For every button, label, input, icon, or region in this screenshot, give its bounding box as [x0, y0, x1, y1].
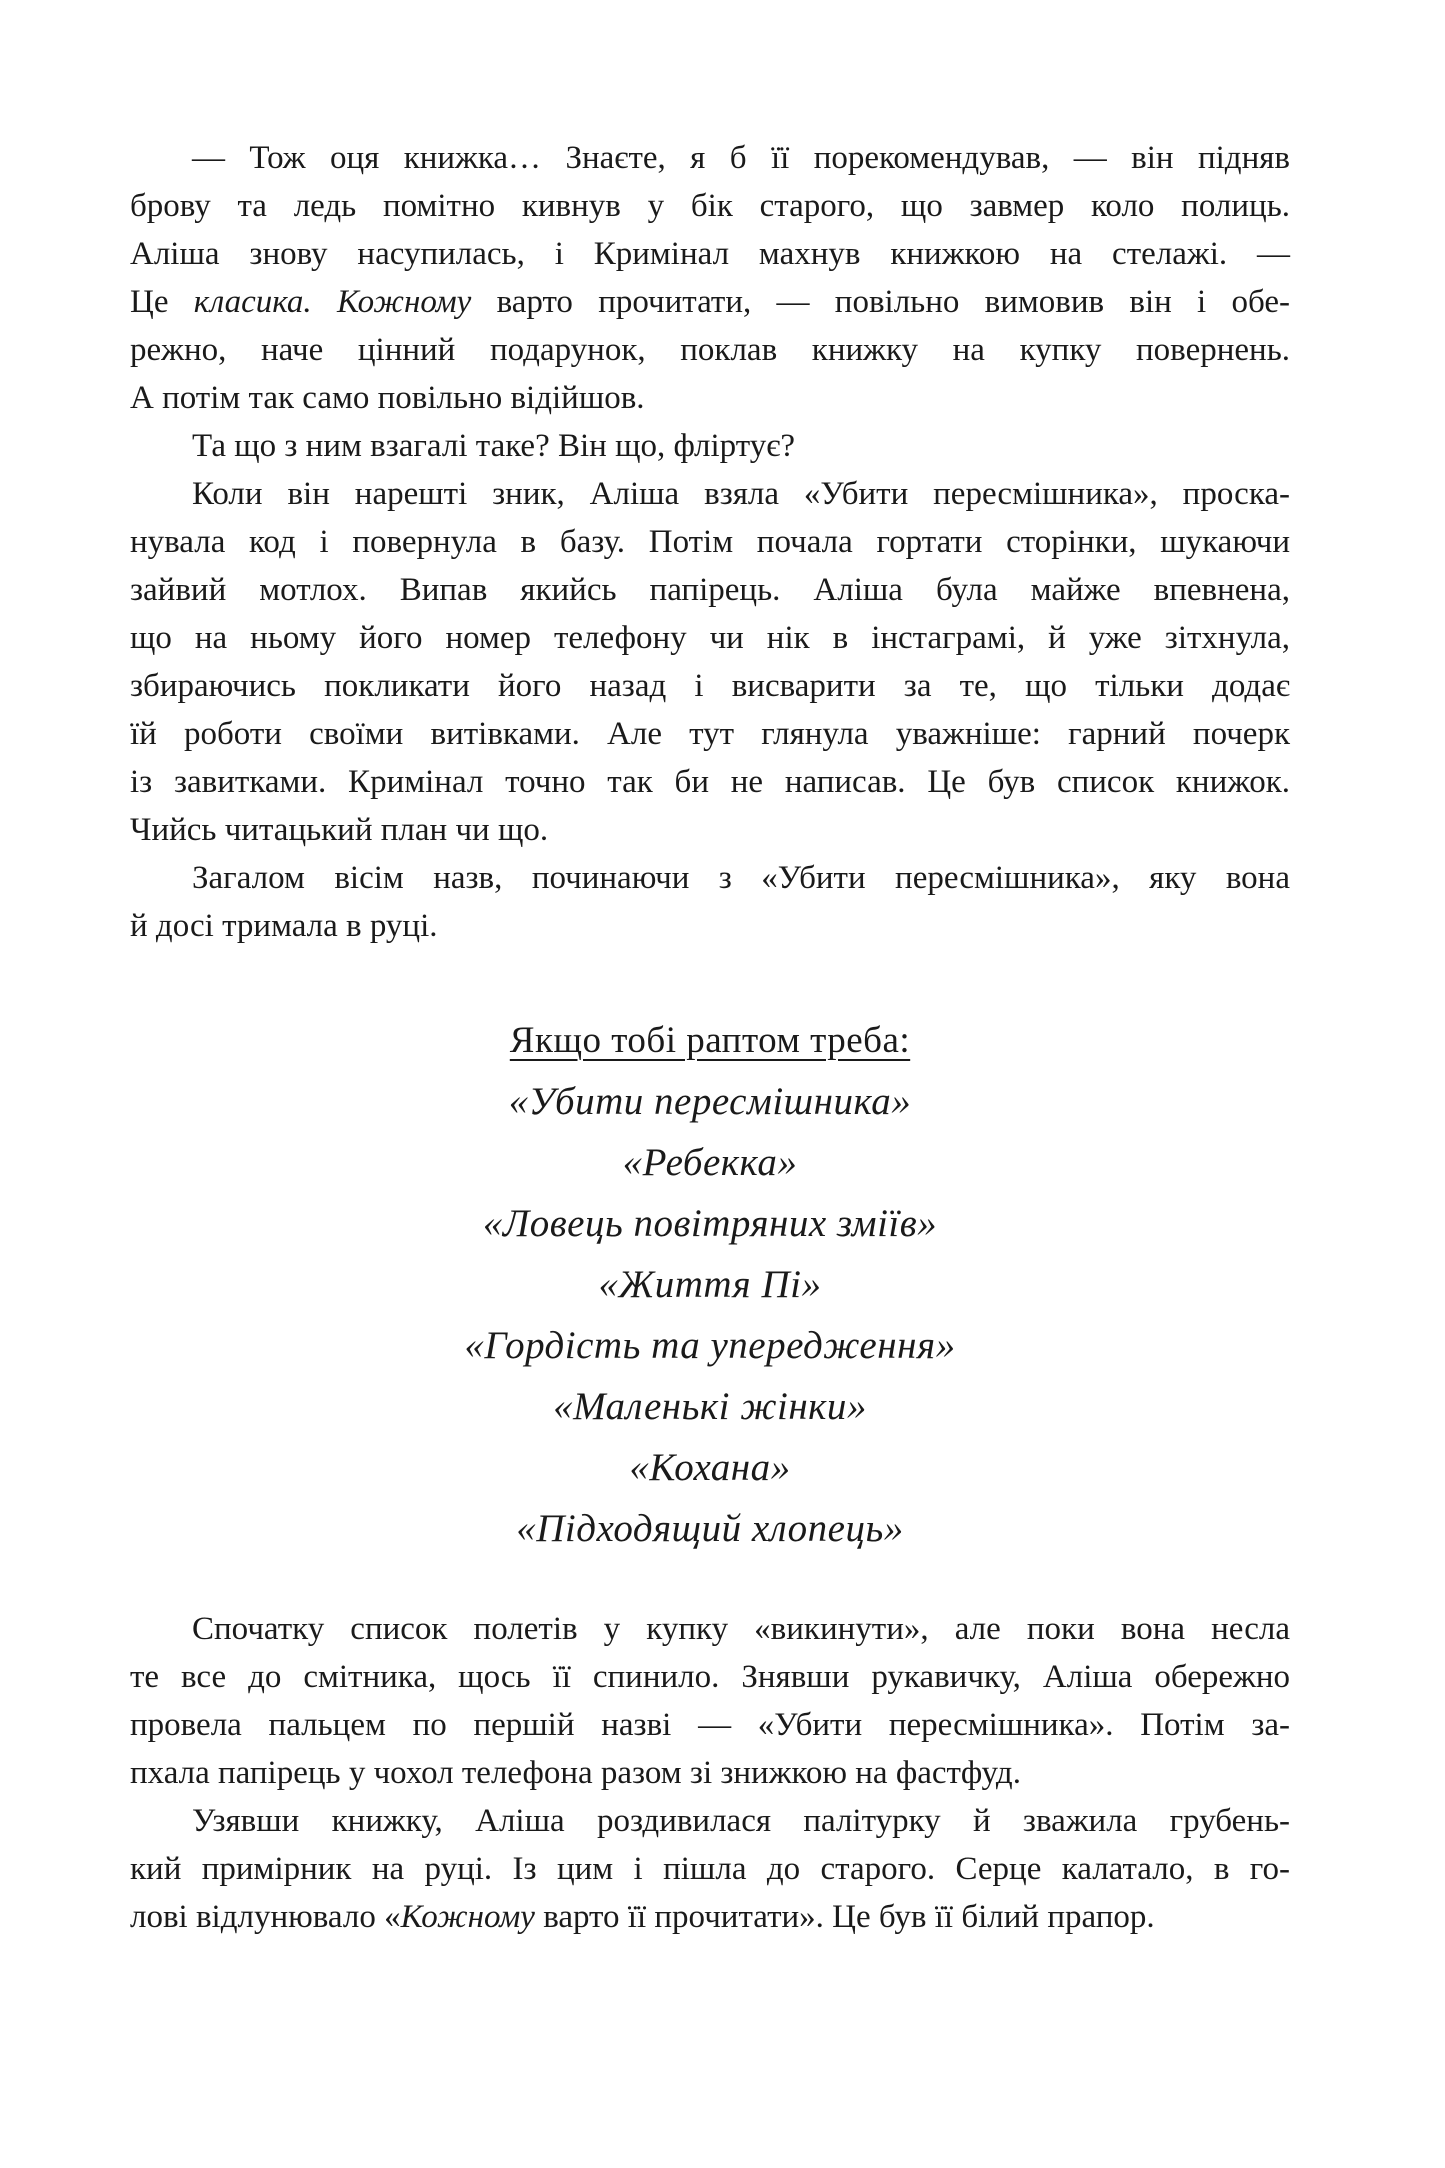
text-line	[130, 1653, 1290, 1701]
reading-list-item: «Маленькі жінки»	[553, 1385, 867, 1428]
reading-list-item: «Ловець повітряних зміїв»	[482, 1202, 938, 1245]
text-segment: варто прочитати, — повільно вимовив він і обе-	[471, 284, 1290, 320]
reading-list-item: «Убити пересмішника»	[508, 1080, 912, 1123]
text-line	[130, 566, 1290, 614]
text-segment: Узявши книжку, Аліша роздивилася палітурку й зважила грубень-	[192, 1803, 1290, 1839]
text-segment: те все до смітника, щось її спинило. Знявши рукавичку, Аліша обережно	[130, 1659, 1290, 1695]
text-line	[130, 758, 1290, 806]
reading-list-item: «Кохана»	[629, 1446, 791, 1489]
text-segment: пхала папірець у чохол телефона разом зі знижкою на фастфуд.	[130, 1755, 1021, 1791]
page-text	[130, 134, 1290, 1941]
reading-list-item: «Гордість та упередження»	[464, 1324, 956, 1367]
text-segment: що на ньому його номер телефону чи нік в інстаграмі, й уже зітхнула,	[130, 620, 1290, 656]
text-line	[130, 1749, 1290, 1797]
text-segment: варто її прочитати». Це був її білий прапор.	[534, 1899, 1155, 1935]
text-segment: їй роботи своїми витівками. Але тут глянула уважніше: гарний почерк	[130, 716, 1290, 752]
text-line	[130, 902, 1290, 950]
reading-list-heading	[130, 1010, 1290, 1071]
text-segment: Чийсь читацький план чи що.	[130, 812, 549, 848]
reading-list-item: «Ребекка»	[622, 1141, 798, 1184]
text-segment: із завитками. Кримінал точно так би не написав. Це був список книжок.	[130, 764, 1290, 800]
text-line	[130, 1797, 1290, 1845]
text-line	[130, 1893, 1290, 1941]
paragraph	[130, 1797, 1290, 1941]
text-line	[130, 662, 1290, 710]
reading-list-item: «Підходящий хлопець»	[516, 1507, 904, 1550]
text-segment: кий примірник на руці. Із цим і пішла до старого. Серце калатало, в го-	[130, 1851, 1290, 1887]
text-segment: й досі тримала в руці.	[130, 908, 438, 944]
text-line	[130, 134, 1290, 182]
text-line	[130, 614, 1290, 662]
text-segment: провела пальцем по першій назві — «Убити пересмішника». Потім за-	[130, 1707, 1290, 1743]
text-segment: зайвий мотлох. Випав якийсь папірець. Аліша була майже впевнена,	[130, 572, 1290, 608]
paragraph	[130, 1605, 1290, 1797]
paragraph	[130, 134, 1290, 422]
text-line	[130, 422, 1290, 470]
italic-text: класика. Кожному	[193, 284, 472, 320]
paragraph	[130, 422, 1290, 470]
text-segment: Це	[130, 284, 194, 320]
text-line	[130, 374, 1290, 422]
text-line	[130, 230, 1290, 278]
text-line	[130, 1605, 1290, 1653]
text-line	[130, 326, 1290, 374]
text-segment: Коли він нарешті зник, Аліша взяла «Убити пересмішника», проска-	[192, 476, 1290, 512]
reading-list	[130, 1010, 1290, 1559]
text-segment: А потім так само повільно відійшов.	[130, 380, 645, 416]
text-segment: режно, наче цінний подарунок, поклав книжку на купку повернень.	[130, 332, 1290, 368]
italic-text: Кожному	[400, 1899, 535, 1935]
text-segment: Загалом вісім назв, починаючи з «Убити пересмішника», яку вона	[192, 860, 1290, 896]
text-line	[130, 182, 1290, 230]
text-line	[130, 806, 1290, 854]
text-segment: Спочатку список полетів у купку «викинути», але поки вона несла	[192, 1611, 1290, 1647]
text-line	[130, 518, 1290, 566]
text-line	[130, 710, 1290, 758]
text-segment: Аліша знову насупилась, і Кримінал махнув книжкою на стелажі. —	[130, 236, 1290, 272]
text-segment: Та що з ним взагалі таке? Він що, фліртує?	[192, 428, 796, 464]
text-segment: лові відлунювало «	[130, 1899, 401, 1935]
text-segment: брову та ледь помітно кивнув у бік старого, що завмер коло полиць.	[130, 188, 1290, 224]
text-segment: збираючись покликати його назад і висварити за те, що тільки додає	[130, 668, 1290, 704]
reading-list-heading-text: Якщо тобі раптом треба:	[509, 1020, 911, 1061]
text-line	[130, 470, 1290, 518]
text-segment: — Тож оця книжка… Знаєте, я б її порекомендував, — він підняв	[192, 140, 1290, 176]
text-line	[130, 1701, 1290, 1749]
text-line	[130, 1845, 1290, 1893]
text-line	[130, 278, 1290, 326]
paragraph	[130, 854, 1290, 950]
text-line	[130, 854, 1290, 902]
paragraph	[130, 470, 1290, 854]
reading-list-item: «Життя Пі»	[598, 1263, 822, 1306]
text-segment: нувала код і повернула в базу. Потім почала гортати сторінки, шукаючи	[130, 524, 1290, 560]
